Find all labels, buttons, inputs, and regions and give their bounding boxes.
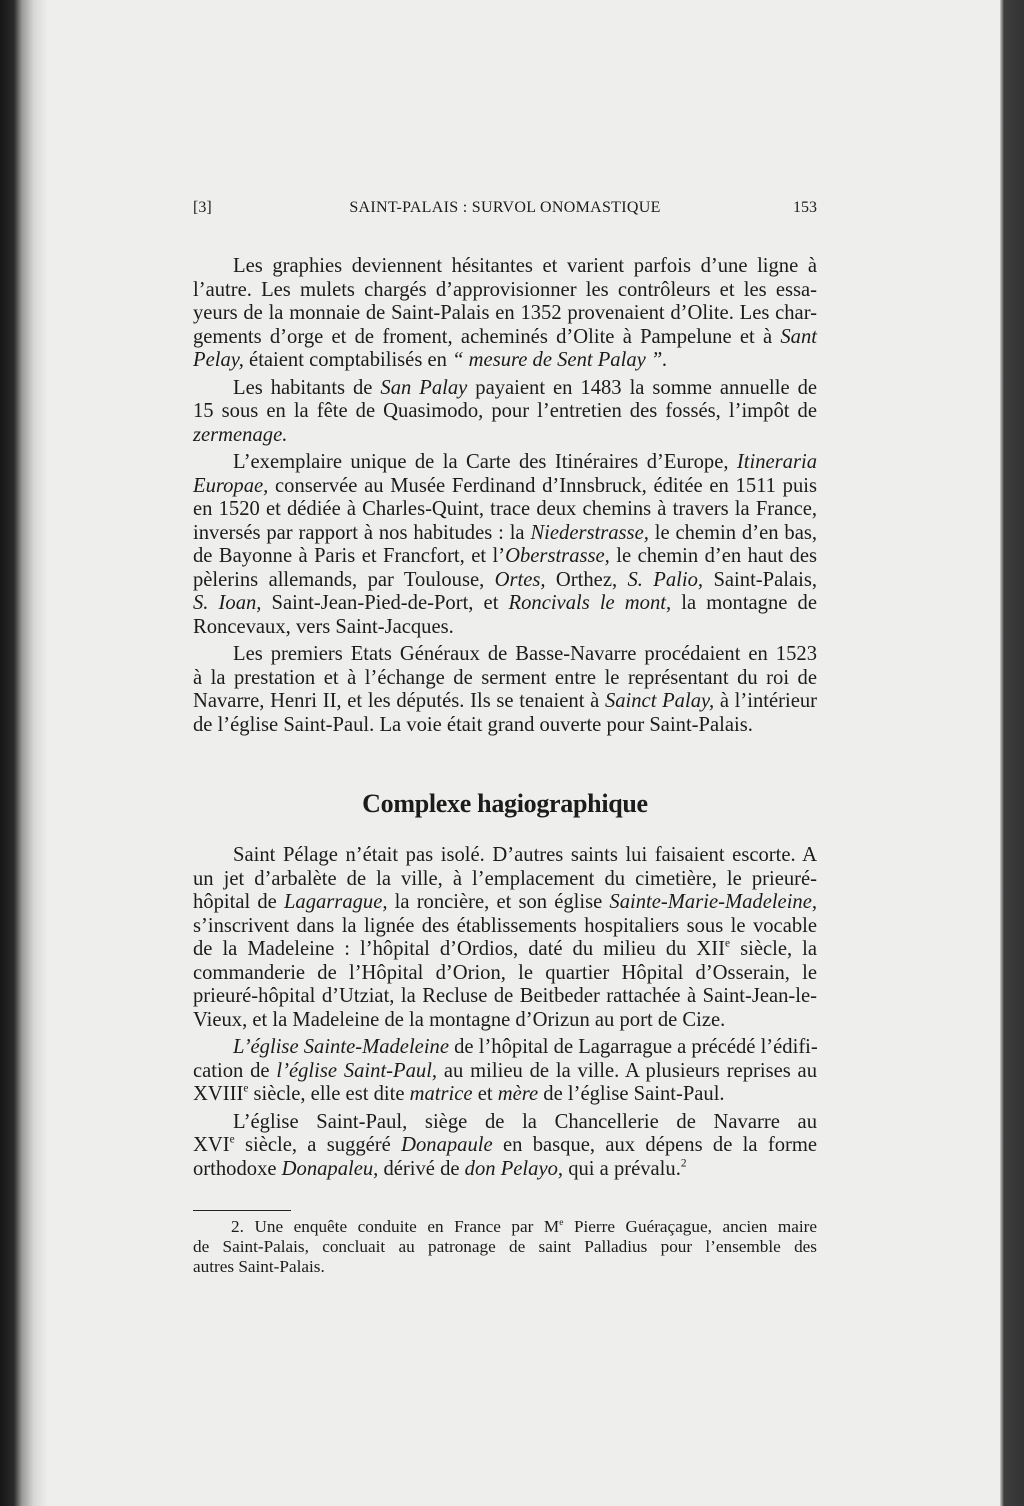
superscript: 2 (680, 1157, 687, 1170)
text-line (193, 498, 817, 522)
text: Les habitants de (233, 376, 381, 399)
text-line (193, 938, 817, 962)
italic-text: Donapaleu, (281, 1157, 379, 1180)
text-line (193, 545, 817, 569)
text: en basque, aux dépens de la forme (492, 1134, 818, 1156)
text: l’autre. Les mulets chargés d’approvisionner les contrôleurs et les essa- (193, 278, 817, 301)
text-line (193, 522, 817, 546)
text-line (193, 377, 817, 401)
text: s’inscrivent dans la lignée des établissements hospitaliers sous le vocable (193, 914, 817, 937)
text-line (193, 569, 817, 593)
page-number: 153 (793, 199, 817, 216)
text: le chemin d’en bas, (648, 521, 817, 544)
text: dérivé de (378, 1157, 465, 1180)
italic-text: l’église Saint-Paul, (276, 1059, 438, 1082)
text-line (193, 643, 817, 667)
text-line (193, 592, 817, 616)
text: payaient en 1483 la somme annuelle de (467, 376, 818, 399)
text-line (193, 1257, 817, 1277)
text: qui a prévalu. (563, 1157, 681, 1180)
text: gements d’orge et de froment, acheminés d’Olite à Pampelune et à (193, 325, 781, 348)
text: XVIII (193, 1083, 244, 1105)
italic-text: zermenage. (193, 423, 288, 446)
text: Saint-Jean-Pied-de-Port, et (261, 592, 509, 614)
text: cation de (193, 1059, 277, 1082)
text: étaient comptabilisés en (243, 349, 453, 371)
italic-text: Itineraria (736, 451, 817, 473)
text: de la Madeleine : l’hôpital d’Ordios, daté du milieu du XII (193, 938, 726, 960)
italic-text: Lagarrague, (283, 891, 388, 913)
text-line (193, 349, 817, 373)
text-line (193, 667, 817, 691)
text: conservée au Musée Ferdinand d’Innsbruck, éditée en 1511 puis (268, 474, 817, 497)
paragraph (193, 844, 817, 1032)
footnote-rule (193, 1210, 291, 1211)
text: la roncière, et son église (387, 891, 610, 913)
italic-text: L’église Sainte-Madeleine (233, 1036, 449, 1058)
text-line (193, 1111, 817, 1135)
text: en 1520 et dédiée à Charles-Quint, trace deux chemins à travers la France, (193, 498, 817, 520)
section-2 (193, 844, 817, 1181)
text: 15 sous en la fête de Quasimodo, pour l’entretien des fossés, l’impôt de (193, 400, 817, 422)
running-header (193, 199, 817, 223)
text-line (193, 326, 817, 350)
text: et (472, 1083, 498, 1105)
text-line (193, 400, 817, 424)
text: XVI (193, 1134, 230, 1156)
italic-text: Sainct Palay, (604, 690, 715, 712)
text: yeurs de la monnaie de Saint-Palais en 1352 provenaient d’Olite. Les char- (193, 302, 817, 324)
text: Les premiers Etats Généraux de Basse-Navarre procédaient en 1523 (233, 643, 817, 665)
italic-text: matrice (409, 1083, 473, 1105)
text: de Saint-Palais, concluait au patronage de saint Palladius pour l’ensemble des (193, 1237, 817, 1256)
superscript: e (229, 1133, 235, 1146)
superscript: e (243, 1082, 249, 1095)
text: commanderie de l’Hôpital d’Orion, le quartier Hôpital d’Osserain, le (193, 961, 817, 984)
text: à l’intérieur (714, 690, 818, 712)
text: orthodoxe (193, 1157, 282, 1180)
text: la montagne de (671, 592, 817, 614)
paragraph (193, 1036, 817, 1107)
text-line (193, 985, 817, 1009)
text: Navarre, Henri II, et les députés. Ils se tenaient à (193, 690, 605, 712)
text: Vieux, et la Madeleine de la montagne d’Orizun au port de Cize. (193, 1008, 726, 1031)
text-line (193, 891, 817, 915)
text-line (193, 451, 817, 475)
text: siècle, elle est dite (248, 1083, 410, 1105)
text-line (193, 1060, 817, 1084)
text: 2. Une enquête conduite en France par M (231, 1217, 560, 1236)
italic-text: mère (497, 1083, 539, 1105)
superscript: e (725, 937, 731, 950)
text-line (193, 868, 817, 892)
paragraph (193, 451, 817, 639)
chapter-marker: [3] (193, 199, 212, 216)
paragraph (193, 1111, 817, 1182)
text-line (193, 962, 817, 986)
text: hôpital de (193, 891, 284, 913)
running-title: SAINT-PALAIS : SURVOL ONOMASTIQUE (349, 199, 661, 216)
text-line (193, 424, 817, 448)
text: au milieu de la ville. A plusieurs reprises au (437, 1059, 817, 1082)
superscript: e (559, 1217, 564, 1228)
text-line (193, 475, 817, 499)
footnote (193, 1217, 817, 1281)
text: Orthez, (545, 568, 628, 591)
binding-gutter (0, 0, 48, 1506)
text: à la prestation et à l’échange de serment entre le représentant du roi de (193, 666, 817, 689)
text-line (193, 1158, 817, 1182)
text-line (193, 1217, 817, 1237)
text: Pierre Guéraçague, ancien maire (563, 1217, 817, 1236)
italic-text: don Pelayo, (464, 1157, 564, 1180)
text-line (193, 1009, 817, 1033)
italic-text: Sainte-Marie-Madeleine, (609, 891, 817, 913)
paragraph (193, 377, 817, 448)
text: inversés par rapport à nos habitudes : la (193, 521, 531, 544)
text: de l’hôpital de Lagarrague a précédé l’édifi- (448, 1036, 818, 1058)
paragraph (193, 643, 817, 737)
text: Saint-Palais, (703, 568, 817, 591)
italic-text: Donapaule (401, 1134, 493, 1156)
text: Saint Pélage n’était pas isolé. D’autres saints lui faisaient escorte. A (233, 844, 817, 866)
section-1 (193, 255, 817, 737)
italic-text: Roncivals le mont, (508, 592, 672, 614)
italic-text: Europae, (193, 474, 269, 497)
text-line (193, 1036, 817, 1060)
text: pèlerins allemands, par Toulouse, (193, 568, 495, 591)
section-heading: Complexe hagiographique (362, 789, 648, 818)
italic-text: S. Palio, (627, 568, 704, 591)
text-line (193, 690, 817, 714)
text-line (193, 714, 817, 738)
paragraph (193, 255, 817, 373)
paragraph (193, 1217, 817, 1277)
text: Les graphies deviennent hésitantes et varient parfois d’une ligne à (233, 255, 817, 277)
text-line (193, 1237, 817, 1257)
italic-text: S. Ioan, (193, 592, 262, 614)
text-line (193, 616, 817, 640)
text: prieuré-hôpital d’Utziat, la Recluse de Beitbeder rattachée à Saint-Jean-le- (193, 985, 817, 1007)
text: Roncevaux, vers Saint-Jacques. (193, 615, 454, 638)
text: de l’église Saint-Paul. La voie était grand ouverte pour Saint-Palais. (193, 713, 753, 736)
page-edge (1000, 0, 1024, 1506)
text: de Bayonne à Paris et Francfort, et l’ (193, 545, 506, 567)
text-line (193, 1134, 817, 1158)
text: siècle, la (730, 938, 818, 960)
text: un jet d’arbalète de la ville, à l’emplacement du cimetière, le prieuré- (193, 867, 817, 890)
italic-text: Ortes, (494, 568, 546, 591)
text-line (193, 844, 817, 868)
italic-text: Sant (780, 325, 817, 348)
text: le chemin d’en haut des (609, 545, 817, 567)
text-line (193, 915, 817, 939)
italic-text: Pelay, (193, 349, 244, 371)
italic-text: Niederstrasse, (530, 521, 649, 544)
text: autres Saint-Palais. (193, 1257, 325, 1276)
text: de l’église Saint-Paul. (538, 1083, 725, 1105)
text-line (193, 279, 817, 303)
italic-text: San Palay (380, 376, 468, 399)
body-text (193, 255, 817, 1185)
italic-text: “ mesure de Sent Palay ”. (452, 349, 668, 371)
text-line (193, 1083, 817, 1107)
italic-text: Oberstrasse, (505, 545, 610, 567)
text: L’église Saint-Paul, siège de la Chancellerie de Navarre au (233, 1110, 817, 1133)
text: siècle, a suggéré (234, 1134, 402, 1156)
text-line (193, 302, 817, 326)
text: L’exemplaire unique de la Carte des Itinéraires d’Europe, (233, 451, 737, 473)
text-line (193, 255, 817, 279)
